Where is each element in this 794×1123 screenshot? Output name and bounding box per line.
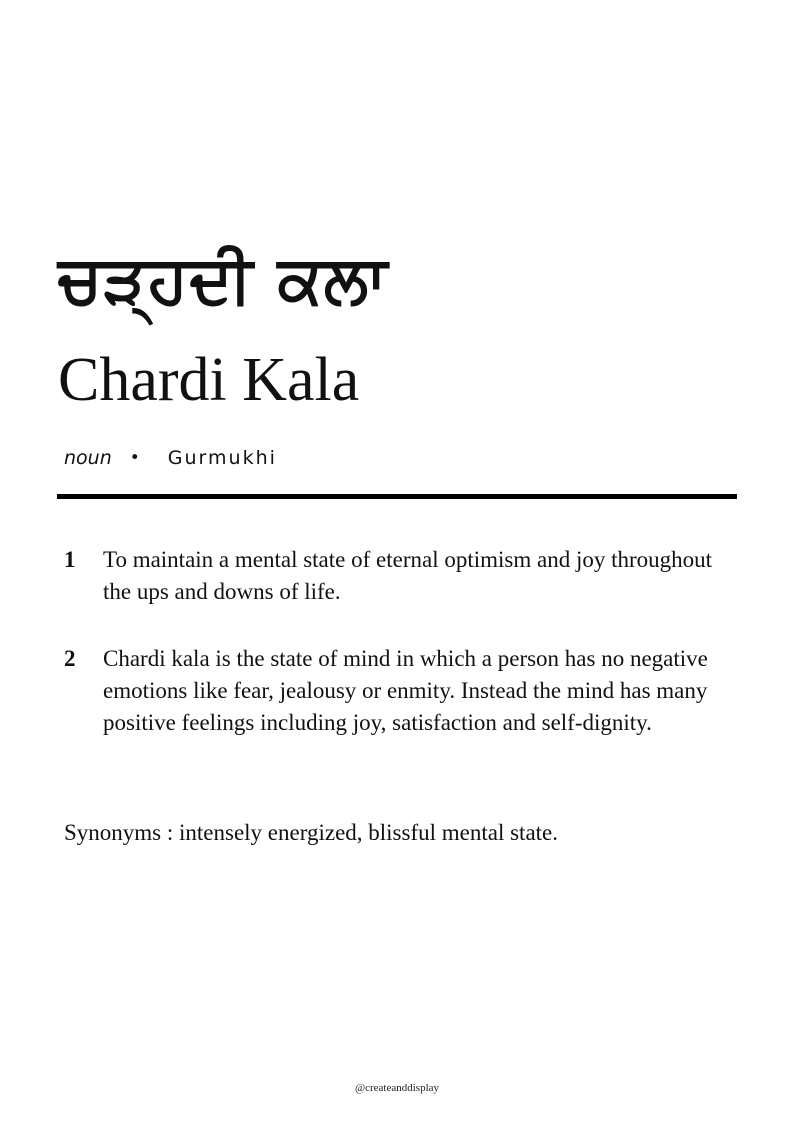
headword-transliteration: Chardi Kala (58, 346, 360, 414)
definition-text: To maintain a mental state of eternal optimism and joy throughout the ups and downs of life. (103, 547, 713, 604)
definition-number: 2 (64, 646, 76, 671)
headword-gurmukhi: ਚੜ੍ਹਦੀ ਕਲਾ (58, 241, 389, 318)
language-label: Gurmukhi (167, 447, 277, 469)
definition-text: Chardi kala is the state of mind in which a person has no negative emotions like fear, jealousy or enmity. Instead the mind has many positive feelings including joy, satisfaction and self-dignity. (103, 646, 708, 735)
part-of-speech: noun (64, 447, 112, 469)
bullet-separator: • (129, 448, 140, 468)
definition-item (64, 544, 736, 608)
word-metadata (64, 444, 277, 472)
definition-item (64, 643, 736, 739)
divider-rule (57, 494, 737, 499)
creator-credit: @createanddisplay (354, 1082, 440, 1094)
definition-number: 1 (64, 547, 76, 572)
synonyms-line: Synonyms : intensely energized, blissful mental state. (64, 820, 558, 845)
